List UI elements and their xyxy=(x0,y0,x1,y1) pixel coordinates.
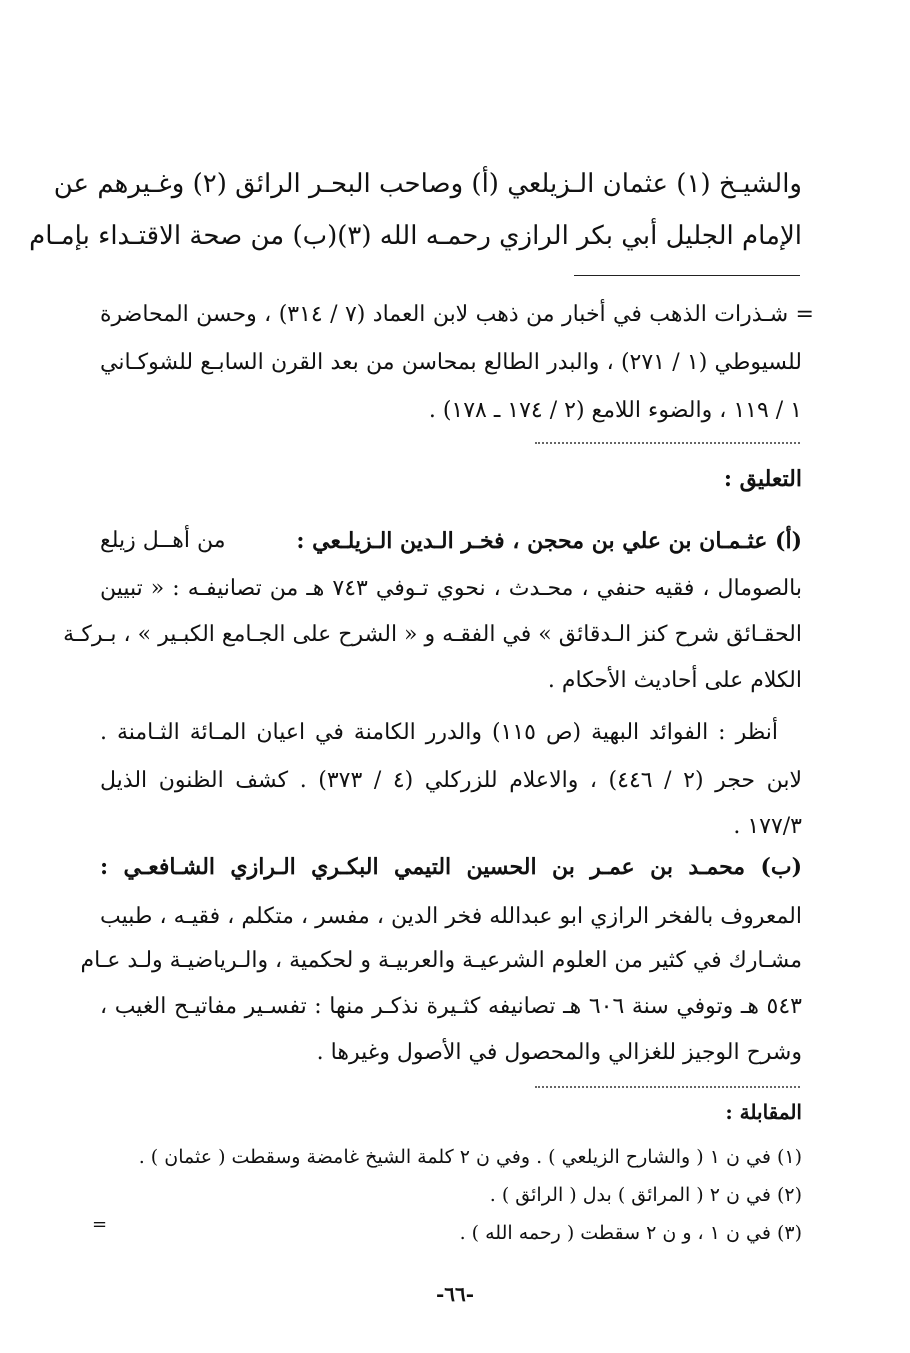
main-text-line-2: الإمام الجليل أبي بكر الرازي رحمـه الله (٣)(ب) من صحة الاقتـداء بإمـام xyxy=(29,221,802,251)
footnote-line-3: ١ / ١١٩ ، والضوء اللامع (٢ / ١٧٤ ـ ١٧٨) . xyxy=(428,398,802,423)
footnote-line-1: = شـذرات الذهب في أخبار من ذهب لابن العماد (٧ / ٣١٤) ، وحسن المحاضرة xyxy=(100,302,814,327)
commentary-heading: التعليق : xyxy=(723,466,802,492)
footnote-separator xyxy=(574,275,800,276)
entry-a-line-3: الحقـائق شرح كنز الـدقائق » في الفقـه و « الشرح على الجـامع الكبـير » ، بـركـة xyxy=(63,622,802,647)
entry-b-line-4: وشرح الوجيز للغزالي والمحصول في الأصول وغيرها . xyxy=(316,1040,802,1065)
main-text-line-1: والشيـخ (١) عثمان الـزيلعي (أ) وصاحب البحـر الرائق (٢) وغـيرهم عن xyxy=(53,169,802,199)
entry-b-title: (ب) محمـد بن عمـر بن الحسين التيمي البكـري الـرازي الشـافعـي : xyxy=(100,854,802,880)
entry-a-title: (أ) عثـمـان بن علي بن محجن ، فخـر الـدين الـزيلـعي : xyxy=(296,528,802,554)
entry-b-line-1: المعروف بالفخر الرازي ابو عبدالله فخر الدين ، مفسر ، متكلم ، فقيـه ، طبيب xyxy=(100,904,802,929)
footnote-line-2: للسيوطي (١ / ٢٧١) ، والبدر الطالع بمحاسن من بعد القرن السابـع للشوكـاني xyxy=(100,350,802,375)
entry-a-line-1-rest: من أهــل زيلع xyxy=(100,528,226,553)
entry-b-line-3: ٥٤٣ هـ وتوفي سنة ٦٠٦ هـ تصانيفه كثـيرة نذكـر منها : تفسـير مفاتيـح الغيب ، xyxy=(100,994,802,1019)
page-number: -٦٦- xyxy=(435,1282,475,1306)
entry-a-line-4: الكلام على أحاديث الأحكام . xyxy=(547,668,802,693)
collation-heading: المقابلة : xyxy=(725,1100,802,1124)
entry-a-ref-2: لابن حجر (٢ / ٤٤٦) ، والاعلام للزركلي (٤ / ٣٧٣) . كشف الظنون الذيل xyxy=(100,768,802,793)
dotted-divider xyxy=(535,442,800,444)
entry-a-line-2: بالصومال ، فقيه حنفي ، محـدث ، نحوي تـوفي ٧٤٣ هـ من تصانيفـه : « تبيين xyxy=(100,576,803,601)
collation-note-2: (٢) في ن ٢ ( المرائق ) بدل ( الرائق ) . xyxy=(489,1184,802,1206)
dotted-divider-2 xyxy=(535,1086,800,1088)
entry-b-line-2: مشـارك في كثير من العلوم الشرعيـة والعربيـة و لحكمية ، والـرياضيـة ولـد عـام xyxy=(80,948,802,973)
entry-a-ref-1: أنظر : الفوائد البهية (ص ١١٥) والدرر الكامنة في اعيان المـائة الثـامنة . xyxy=(100,720,778,745)
entry-a-line-1 xyxy=(100,526,802,557)
entry-a-ref-3: ١٧٧/٣ . xyxy=(733,814,802,839)
collation-note-3: (٣) في ن ١ ، و ن ٢ سقطت ( رحمه الله ) . xyxy=(459,1222,802,1244)
continuation-mark: = xyxy=(92,1214,108,1235)
collation-note-1: (١) في ن ١ ( والشارح الزيلعي ) . وفي ن ٢ كلمة الشيخ غامضة وسقطت ( عثمان ) . xyxy=(138,1146,802,1168)
